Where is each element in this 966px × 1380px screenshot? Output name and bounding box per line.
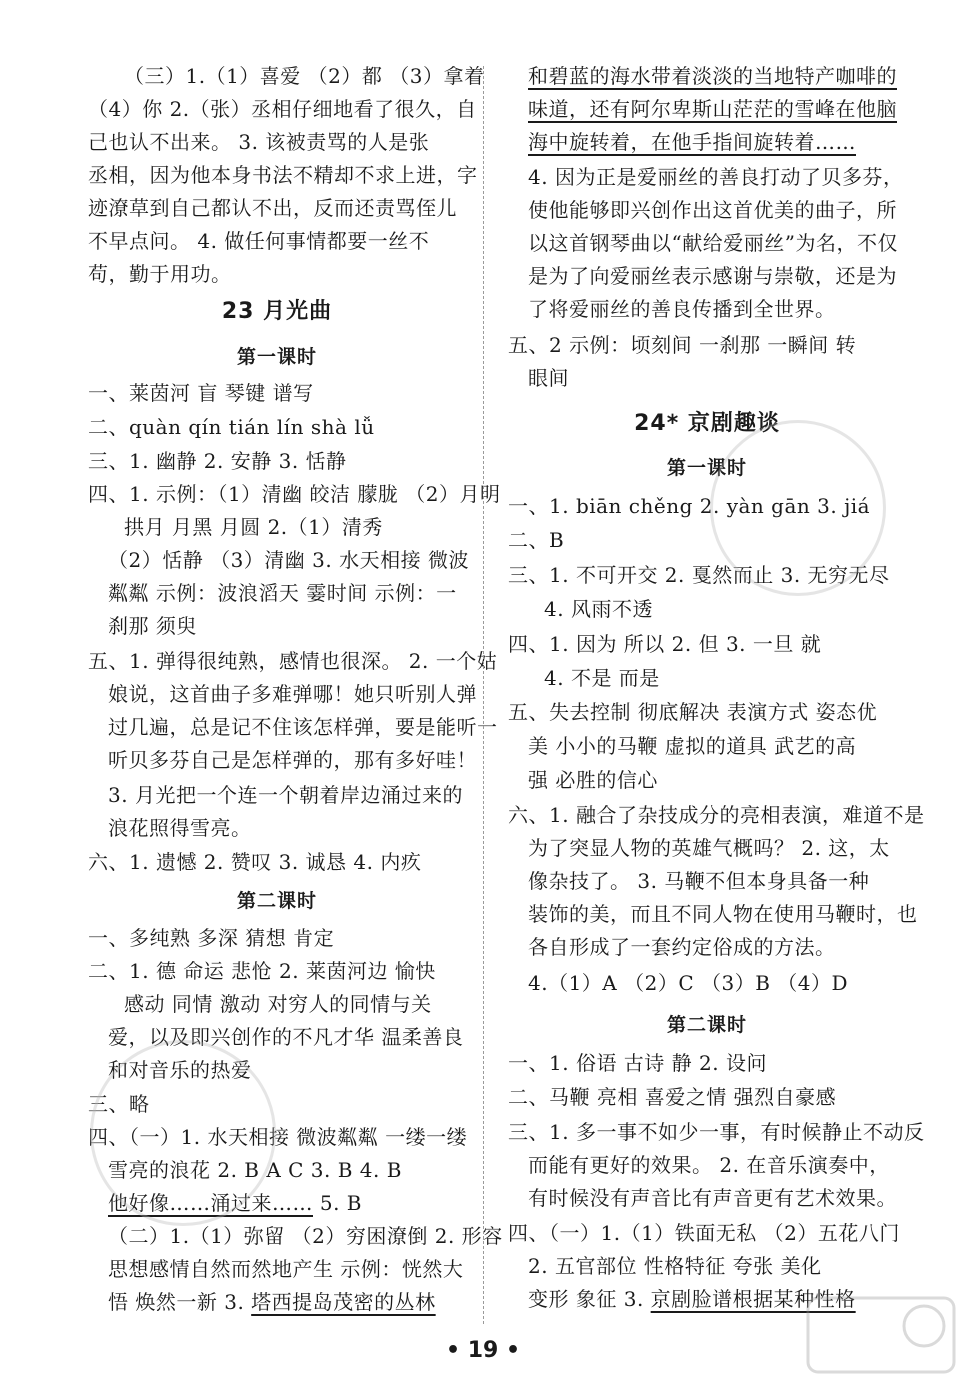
answer-line: 四、1. 示例：（1）清幽 皎洁 朦胧 （2）月明	[88, 482, 501, 506]
answer-line: 迹潦草到自己都认不出，反而还责骂侄儿	[88, 196, 457, 220]
answer-line: 以这首钢琴曲以“献给爱丽丝”为名，不仅	[528, 231, 898, 255]
answer-line: 思想感情自然而然地产生 示例：恍然大	[108, 1257, 464, 1281]
answer-line: 五、1. 弹得很纯熟，感情也很深。 2. 一个姑	[88, 649, 498, 673]
answer-line: 二、B	[508, 528, 565, 552]
answer-line: 一、1. biān chěng 2. yàn gān 3. jiá	[508, 494, 871, 518]
answer-line: 二、马鞭 亮相 喜爱之情 强烈自豪感	[508, 1085, 837, 1109]
answer-line: 拱月 月黑 月圆 2.（1）清秀	[124, 515, 383, 539]
answer-line: 一、莱茵河 盲 琴键 谱写	[88, 381, 314, 405]
section-subtitle: 第一课时	[666, 457, 747, 479]
answer-line: 三、1. 不可开交 2. 戛然而止 3. 无穷无尽	[508, 563, 890, 587]
section-title: 23 月光曲	[221, 299, 333, 324]
answer-line: 是为了向爱丽丝表示感谢与崇敬，还是为	[528, 264, 897, 288]
answer-line: （三）1.（1）喜爱 （2）都 （3）拿着	[124, 64, 485, 88]
answer-line: 海中旋转着，在他手指间旋转着……	[528, 130, 856, 154]
answer-line: 娘说，这首曲子多难弹哪！她只听别人弹	[108, 682, 477, 706]
answer-line: 丞相，因为他本身书法不精却不求上进，字	[88, 163, 478, 187]
answer-line: 而能有更好的效果。 2. 在音乐演奏中，	[528, 1153, 890, 1177]
answer-line: 浪花照得雪亮。	[108, 816, 252, 840]
answer-line: 2. 五官部位 性格特征 夸张 美化	[528, 1254, 822, 1278]
answer-line: 4.（1）A （2）C （3）B （4）D	[528, 971, 849, 995]
answer-line: 3. 月光把一个连一个朝着岸边涌过来的	[108, 783, 463, 807]
answer-line: 三、1. 多一事不如少一事，有时候静止不动反	[508, 1120, 925, 1144]
answer-line: 三、1. 幽静 2. 安静 3. 恬静	[88, 449, 347, 473]
answer-line: 四、（一）1.（1）铁面无私 （2）五花八门	[508, 1221, 900, 1245]
answer-line: 过几遍，总是记不住该怎样弹，要是能听一	[108, 715, 498, 739]
section-title: 24* 京剧趣谈	[634, 411, 780, 436]
answer-line: 他好像……涌过来…… 5. B	[108, 1191, 362, 1215]
answer-line: 六、1. 融合了杂技成分的亮相表演，难道不是	[508, 803, 925, 827]
answer-line: 三、略	[88, 1092, 150, 1116]
answer-line: 刹那 须臾	[108, 614, 197, 638]
section-subtitle: 第一课时	[236, 346, 317, 368]
answer-line: 有时候没有声音比有声音更有艺术效果。	[528, 1186, 897, 1210]
answer-line: （二）1.（1）弥留 （2）穷困潦倒 2. 形容	[108, 1224, 503, 1248]
answer-line: 4. 风雨不透	[544, 597, 653, 621]
answer-line: 不早点问。 4. 做任何事情都要一丝不	[88, 229, 430, 253]
answer-line: （2）恬静 （3）清幽 3. 水天相接 微波	[108, 548, 469, 572]
answer-line: 五、失去控制 彻底解决 表演方式 姿态优	[508, 700, 878, 724]
answer-line: 强 必胜的信心	[528, 768, 658, 792]
answer-line: 各自形成了一套约定俗成的方法。	[528, 935, 836, 959]
page-number: • 19 •	[445, 1338, 521, 1363]
answer-line: 使他能够即兴创作出这首优美的曲子，所	[528, 198, 897, 222]
answer-line: 4. 因为正是爱丽丝的善良打动了贝多芬，	[528, 165, 904, 189]
answer-line: 和对音乐的热爱	[108, 1058, 252, 1082]
answer-line: 苟，勤于用功。	[88, 262, 232, 286]
answer-line: 和碧蓝的海水带着淡淡的当地特产咖啡的	[528, 64, 897, 88]
answer-line: 了将爱丽丝的善良传播到全世界。	[528, 297, 836, 321]
answer-line: 感动 同情 激动 对穷人的同情与关	[124, 992, 432, 1016]
answer-line: 己也认不出来。 3. 该被责骂的人是张	[88, 130, 430, 154]
answer-line: （4）你 2.（张）丞相仔细地看了很久，自	[88, 97, 477, 121]
answer-line: 美 小小的马鞭 虚拟的道具 武艺的高	[528, 734, 857, 758]
answer-line: 一、多纯熟 多深 猜想 肯定	[88, 926, 335, 950]
answer-line: 一、1. 俗语 古诗 静 2. 设问	[508, 1051, 767, 1075]
answer-line: 眼间	[528, 366, 569, 390]
answer-line: 六、1. 遗憾 2. 赞叹 3. 诚恳 4. 内疚	[88, 850, 422, 874]
answer-line: 为了突显人物的英雄气概吗？ 2. 这，太	[528, 836, 890, 860]
section-subtitle: 第二课时	[236, 890, 317, 912]
answer-line: 四、1. 因为 所以 2. 但 3. 一旦 就	[508, 632, 822, 656]
answer-line: 二、quàn qín tián lín shà lǚ	[88, 415, 375, 439]
answer-line: 听贝多芬自己是怎样弹的，那有多好哇！	[108, 748, 477, 772]
answer-line: 味道，还有阿尔卑斯山茫茫的雪峰在他脑	[528, 97, 897, 121]
answer-line: 四、（一）1. 水天相接 微波粼粼 一缕一缕	[88, 1125, 468, 1149]
answer-line: 装饰的美，而且不同人物在使用马鞭时，也	[528, 902, 918, 926]
answer-line: 五、2 示例：顷刻间 一刹那 一瞬间 转	[508, 333, 857, 357]
answer-line: 变形 象征 3. 京剧脸谱根据某种性格	[528, 1287, 856, 1311]
watermark-stamp	[90, 1040, 276, 1226]
answer-line: 像杂技了。 3. 马鞭不但本身具备一种	[528, 869, 870, 893]
answer-line: 雪亮的浪花 2. B A C 3. B 4. B	[108, 1158, 402, 1182]
answer-line: 粼粼 示例：波浪滔天 霎时间 示例：一	[108, 581, 457, 605]
answer-line: 二、1. 德 命运 悲怆 2. 莱茵河边 愉快	[88, 959, 436, 983]
watermark-stamp	[710, 420, 886, 596]
section-subtitle: 第二课时	[666, 1014, 747, 1036]
answer-line: 4. 不是 而是	[544, 666, 660, 690]
answer-line: 爱，以及即兴创作的不凡才华 温柔善良	[108, 1025, 464, 1049]
column-divider	[483, 66, 484, 1324]
answer-line: 悟 焕然一新 3. 塔西提岛茂密的丛林	[108, 1290, 436, 1314]
